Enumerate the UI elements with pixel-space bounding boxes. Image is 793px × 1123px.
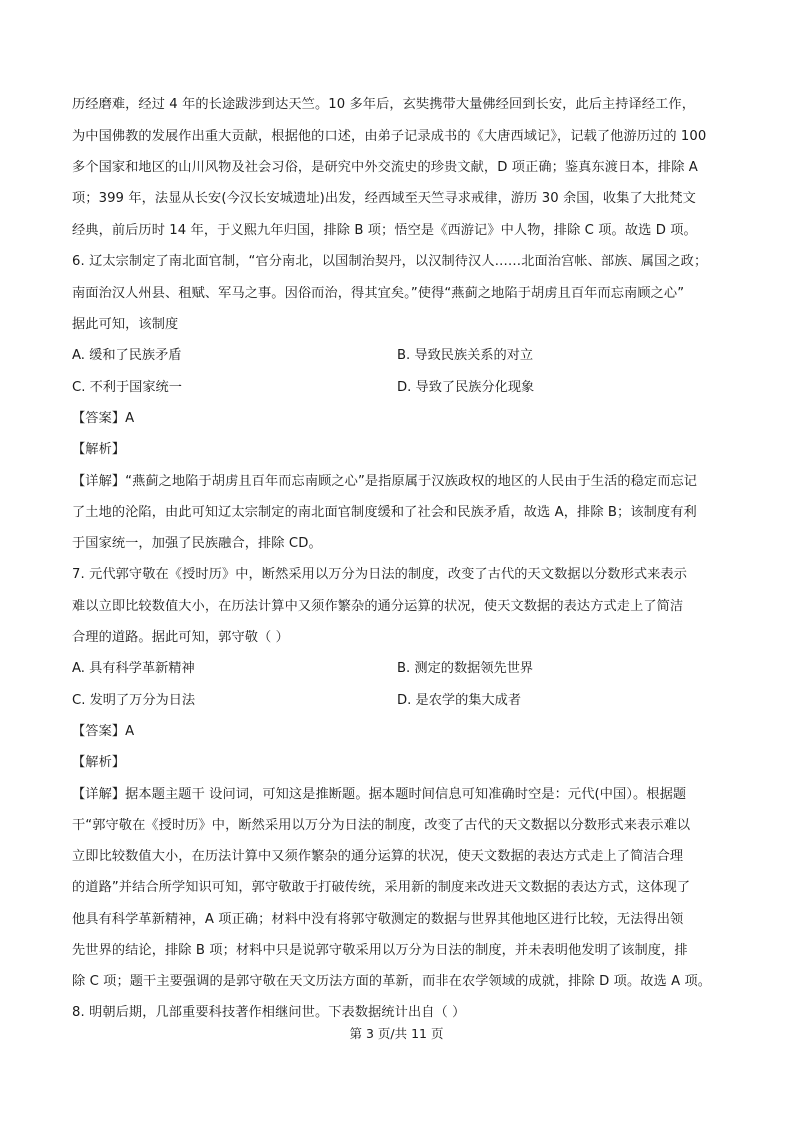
analysis-label: 【解析】 xyxy=(72,442,126,457)
detail-line: 立即比较数值大小，在历法计算中又须作繁杂的通分运算的状况，使天文数据的表达方式走上了简洁合理 xyxy=(72,849,684,864)
text-line: 为中国佛教的发展作出重大贡献，根据他的口述，由弟子记录成书的《大唐西域记》，记载了他游历过的 100 xyxy=(72,129,707,144)
question-stem-line: 难以立即比较数值大小，在历法计算中又须作繁杂的通分运算的状况，使天文数据的表达方式走上了简洁 xyxy=(72,599,684,614)
detail-line: 了土地的沦陷，由此可知辽太宗制定的南北面官制度缓和了社会和民族矛盾，故选 A，排除 B；该制度有利 xyxy=(72,505,697,520)
text-line: 历经磨难，经过 4 年的长途跋涉到达天竺。10 多年后，玄奘携带大量佛经回到长安，此后主持译经工作， xyxy=(72,97,695,112)
detail-line: 他具有科学革新精神，A 项正确；材料中没有将郭守敬测定的数据与世界其他地区进行比较，无法得出领 xyxy=(72,912,684,927)
text-line: 经典，前后历时 14 年，于义熙九年归国，排除 B 项；悟空是《西游记》中人物，排除 C 项。故选 D 项。 xyxy=(72,223,697,238)
question-stem-line: 7. 元代郭守敬在《授时历》中，断然采用以万分为日法的制度，改变了古代的天文数据以分数形式来表示 xyxy=(72,567,688,582)
option-a: A. 具有科学革新精神 xyxy=(72,661,195,676)
answer-label: 【答案】A xyxy=(72,724,135,739)
detail-line: 【详解】“燕蓟之地陷于胡虏且百年而忘南顾之心”是指原属于汉族政权的地区的人民由于生活的稳定而忘记 xyxy=(72,474,698,489)
question-stem-line: 据此可知，该制度 xyxy=(72,317,179,332)
text-line: 多个国家和地区的山川风物及社会习俗，是研究中外交流史的珍贵文献，D 项正确；鉴真东渡日本，排除 A xyxy=(72,160,698,175)
text-line: 项；399 年，法显从长安(今汉长安城遗址)出发，经西域至天竺寻求戒律，游历 30 余国，收集了大批梵文 xyxy=(72,191,696,206)
option-c: C. 不利于国家统一 xyxy=(72,380,182,395)
page-number-footer: 第 3 页/共 11 页 xyxy=(349,1026,444,1041)
question-stem-line: 6. 辽太宗制定了南北面官制，“官分南北，以国制治契丹，以汉制待汉人……北面治宫帐、部族、属国之政； xyxy=(72,254,708,269)
question-stem-line: 南面治汉人州县、租赋、军马之事。因俗而治，得其宜矣。”使得“燕蓟之地陷于胡虏且百年而忘南顾之心” xyxy=(72,286,685,301)
question-stem-line: 8. 明朝后期，几部重要科技著作相继问世。下表数据统计出自（ ） xyxy=(72,1005,466,1020)
option-b: B. 导致民族关系的对立 xyxy=(397,348,534,363)
question-stem-line: 合理的道路。据此可知，郭守敬（ ） xyxy=(72,630,289,645)
option-a: A. 缓和了民族矛盾 xyxy=(72,348,182,363)
option-b: B. 测定的数据领先世界 xyxy=(397,661,534,676)
detail-line: 于国家统一，加强了民族融合，排除 CD。 xyxy=(72,536,322,551)
detail-line: 【详解】据本题主题干 设问词，可知这是推断题。据本题时间信息可知准确时空是：元代(中国）。根据题 xyxy=(72,787,687,802)
detail-line: 干“郭守敬在《授时历》中，断然采用以万分为日法的制度，改变了古代的天文数据以分数形式来表示难以 xyxy=(72,818,691,833)
answer-label: 【答案】A xyxy=(72,411,135,426)
detail-line: 先世界的结论，排除 B 项；材料中只是说郭守敬采用以万分为日法的制度，并未表明他发明了该制度，排 xyxy=(72,943,688,958)
analysis-label: 【解析】 xyxy=(72,755,126,770)
option-d: D. 是农学的集大成者 xyxy=(397,693,522,708)
option-d: D. 导致了民族分化现象 xyxy=(397,380,535,395)
option-c: C. 发明了万分为日法 xyxy=(72,693,196,708)
detail-line: 的道路”并结合所学知识可知，郭守敬敢于打破传统，采用新的制度来改进天文数据的表达方式，这体现了 xyxy=(72,880,691,895)
detail-line: 除 C 项；题干主要强调的是郭守敬在天文历法方面的革新，而非在农学领域的成就，排除 D 项。故选 A 项。 xyxy=(72,974,712,989)
